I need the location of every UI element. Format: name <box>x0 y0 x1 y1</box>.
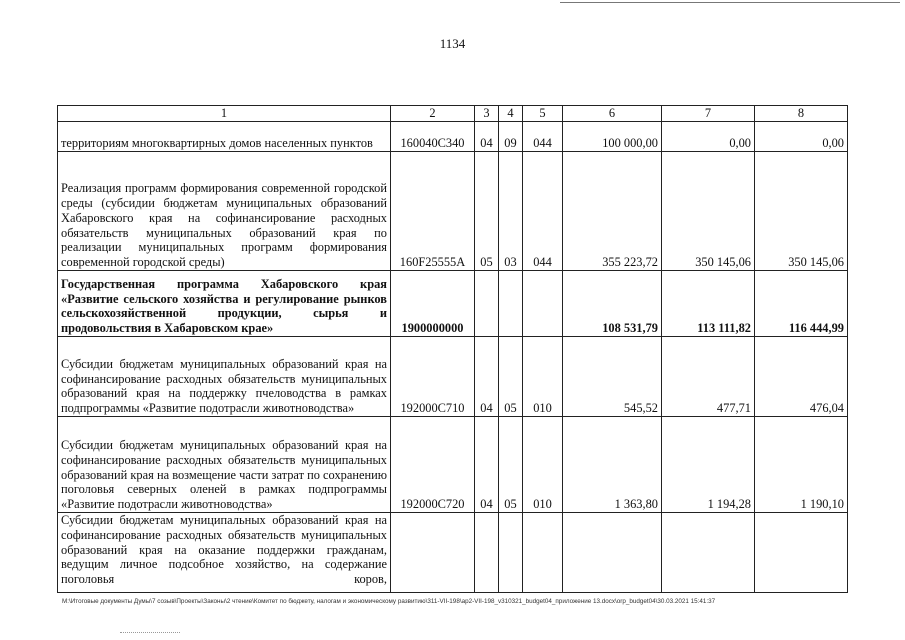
row-target-code: 160040С340 <box>391 122 475 152</box>
row-amount-col6 <box>563 513 662 593</box>
row-section: 04 <box>475 417 499 513</box>
document-file-path: M:\Итоговые документы Думы\7 созыв\Проекты\Законы\2 чтение\Комитет по бюджету, налогам и экономическому развитию\311-VII-198\ap2-VII-198_v310321_budget04_приложение 13.docx\orp_budget04\30.03.2021 15:41:37 <box>62 598 716 605</box>
page-number: 1134 <box>439 36 466 51</box>
column-header: 3 <box>475 106 499 122</box>
row-amount-col7: 0,00 <box>662 122 755 152</box>
row-amount-col8: 0,00 <box>755 122 848 152</box>
row-amount-col7 <box>662 513 755 593</box>
row-amount-col8: 116 444,99 <box>755 271 848 337</box>
row-amount-col7: 477,71 <box>662 337 755 417</box>
row-description: Государственная программа Хабаровского края «Развитие сельского хозяйства и регулирование рынков сельскохозяйственной продукции, сырья и продовольствия в Хабаровском крае» <box>58 271 391 337</box>
row-subsection: 09 <box>499 122 523 152</box>
row-subsection: 05 <box>499 417 523 513</box>
budget-table <box>57 105 848 593</box>
row-expense-type: 044 <box>523 122 563 152</box>
column-header: 1 <box>58 106 391 122</box>
row-target-code: 160F25555А <box>391 152 475 271</box>
row-subsection: 03 <box>499 152 523 271</box>
table-row <box>58 417 848 513</box>
row-expense-type <box>523 513 563 593</box>
row-amount-col8: 1 190,10 <box>755 417 848 513</box>
scan-edge-line <box>560 2 900 3</box>
row-section: 04 <box>475 337 499 417</box>
row-amount-col6: 100 000,00 <box>563 122 662 152</box>
row-amount-col8: 350 145,06 <box>755 152 848 271</box>
row-target-code: 1900000000 <box>391 271 475 337</box>
row-amount-col7: 1 194,28 <box>662 417 755 513</box>
row-subsection: 05 <box>499 337 523 417</box>
row-amount-col6: 1 363,80 <box>563 417 662 513</box>
row-subsection <box>499 271 523 337</box>
column-header: 4 <box>499 106 523 122</box>
column-header: 7 <box>662 106 755 122</box>
table-row <box>58 337 848 417</box>
row-target-code: 192000С710 <box>391 337 475 417</box>
row-amount-col8 <box>755 513 848 593</box>
row-amount-col7: 350 145,06 <box>662 152 755 271</box>
row-expense-type: 010 <box>523 417 563 513</box>
row-description: Реализация программ формирования современной городской среды (субсидии бюджетам муниципальных образований Хабаровского края на софинансирование расходных обязательств муниципальных образований края по реализации муниципальных программ формирования современной городской среды) <box>58 152 391 271</box>
row-target-code <box>391 513 475 593</box>
row-amount-col6: 545,52 <box>563 337 662 417</box>
row-section <box>475 271 499 337</box>
table-row <box>58 152 848 271</box>
row-subsection <box>499 513 523 593</box>
row-amount-col8: 476,04 <box>755 337 848 417</box>
row-expense-type: 044 <box>523 152 563 271</box>
table-row <box>58 122 848 152</box>
column-header: 8 <box>755 106 848 122</box>
row-amount-col6: 108 531,79 <box>563 271 662 337</box>
row-expense-type <box>523 271 563 337</box>
row-description: территориям многоквартирных домов населенных пунктов <box>58 122 391 152</box>
column-header: 6 <box>563 106 662 122</box>
table-row <box>58 513 848 593</box>
table-row-program <box>58 271 848 337</box>
scan-edge-mark <box>120 632 180 633</box>
row-section: 05 <box>475 152 499 271</box>
row-description: Субсидии бюджетам муниципальных образований края на софинансирование расходных обязательств муниципальных образований края на поддержку пчеловодства в рамках подпрограммы «Развитие подотрасли животноводства» <box>58 337 391 417</box>
row-expense-type: 010 <box>523 337 563 417</box>
row-target-code: 192000С720 <box>391 417 475 513</box>
row-amount-col6: 355 223,72 <box>563 152 662 271</box>
table-header-row <box>58 106 848 122</box>
row-description: Субсидии бюджетам муниципальных образований края на софинансирование расходных обязательств муниципальных образований края на оказание поддержки гражданам, ведущим личное подсобное хозяйство, на содержание поголовья коров, <box>58 513 391 593</box>
row-section: 04 <box>475 122 499 152</box>
column-header: 2 <box>391 106 475 122</box>
row-description: Субсидии бюджетам муниципальных образований края на софинансирование расходных обязательств муниципальных образований края на возмещение части затрат по сохранению поголовья северных оленей в рамках подпрограммы «Развитие подотрасли животноводства» <box>58 417 391 513</box>
column-header: 5 <box>523 106 563 122</box>
row-section <box>475 513 499 593</box>
row-amount-col7: 113 111,82 <box>662 271 755 337</box>
